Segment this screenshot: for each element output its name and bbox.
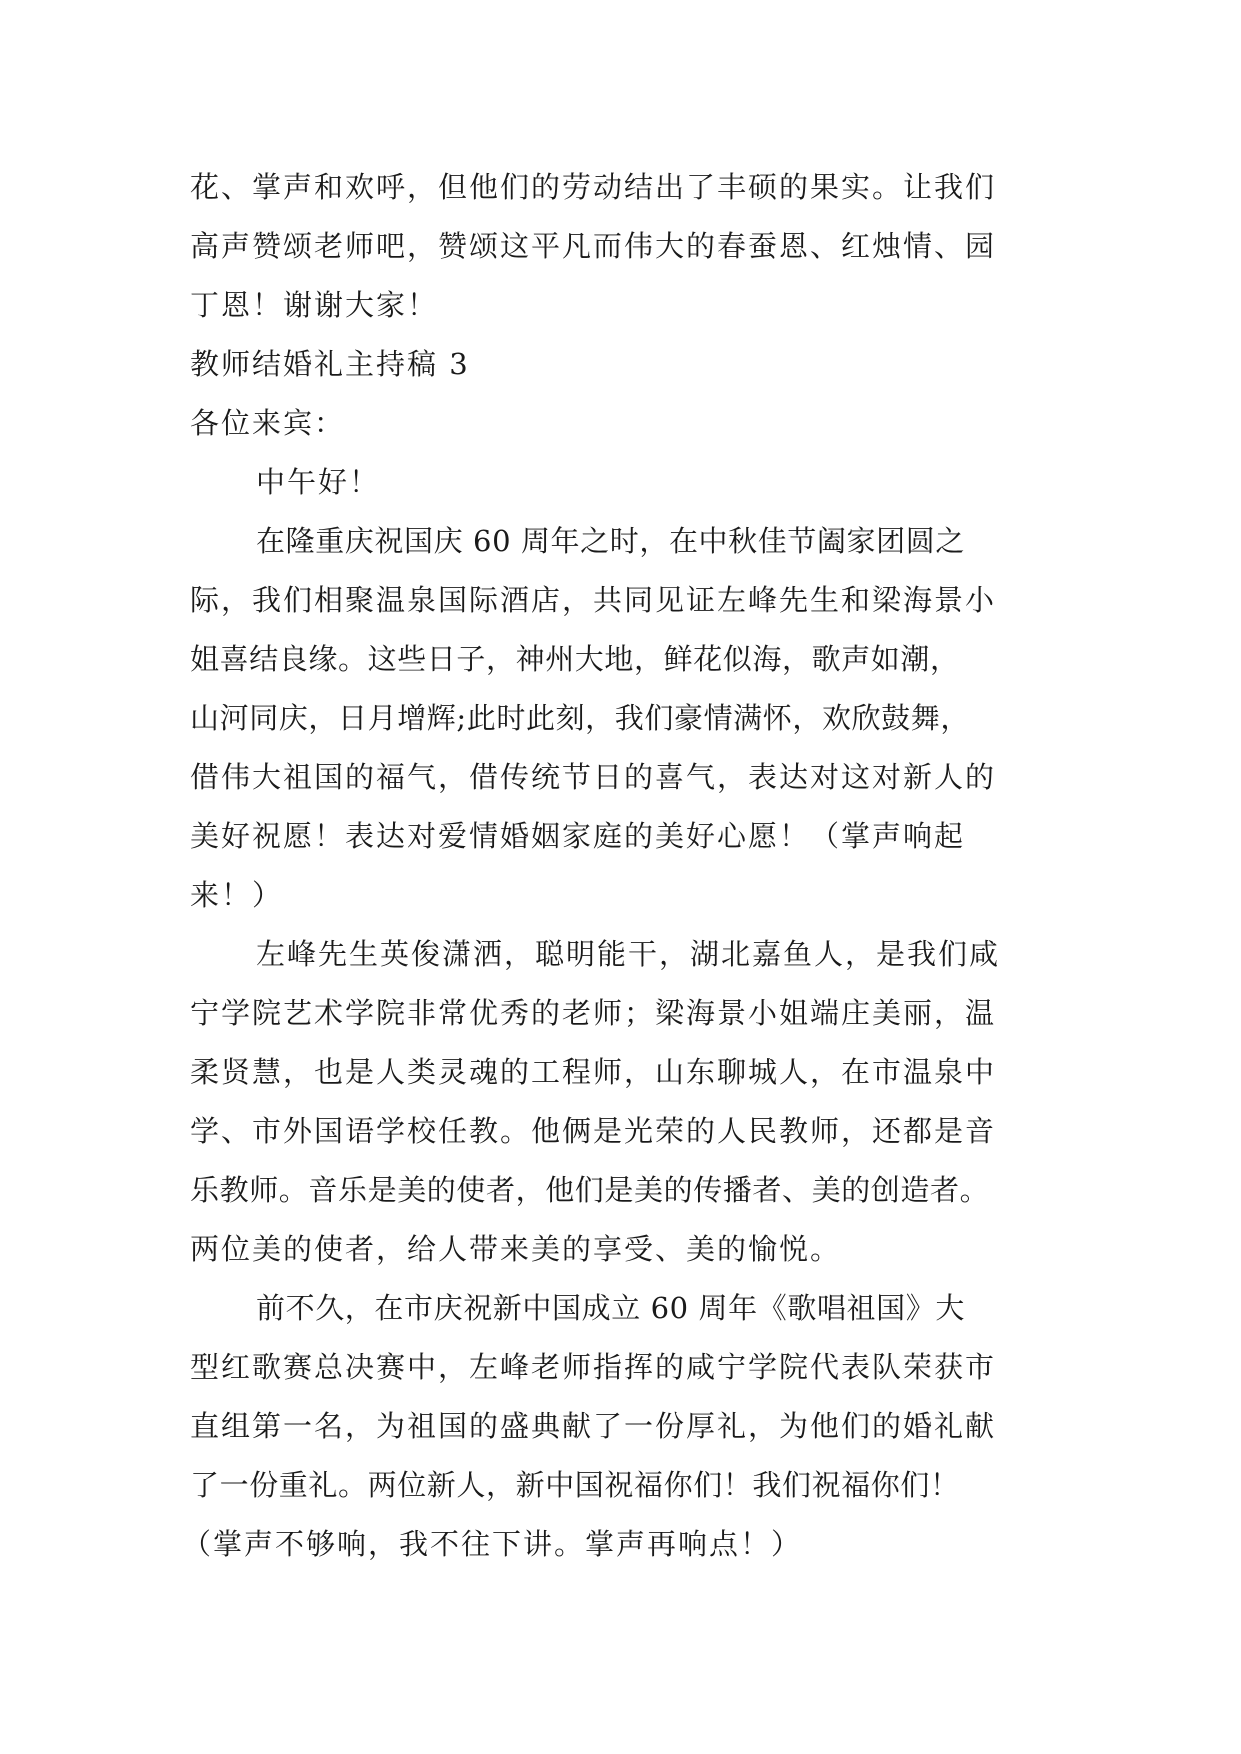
text-line: 姐喜结良缘。这些日子，神州大地，鲜花似海，歌声如潮，: [190, 642, 960, 676]
text-line: 美好祝愿！表达对爱情婚姻家庭的美好心愿！（掌声响起: [190, 819, 966, 853]
text-line: 丁恩！谢谢大家！: [190, 288, 439, 322]
text-line: 山河同庆，日月增辉;此时此刻，我们豪情满怀，欢欣鼓舞，: [190, 701, 970, 735]
text-line: 型红歌赛总决赛中，左峰老师指挥的咸宁学院代表队荣获市: [190, 1350, 997, 1384]
salutation: 各位来宾：: [190, 406, 346, 440]
text-line: 乐教师。音乐是美的使者，他们是美的传播者、美的创造者。: [190, 1173, 990, 1207]
text-line: 前不久，在市庆祝新中国成立 60 周年《歌唱祖国》大: [256, 1291, 965, 1325]
text-line: 借伟大祖国的福气，借传统节日的喜气，表达对这对新人的: [190, 760, 997, 794]
text-line: 宁学院艺术学院非常优秀的老师；梁海景小姐端庄美丽，温: [190, 996, 997, 1030]
text-line: 学、市外国语学校任教。他俩是光荣的人民教师，还都是音: [190, 1114, 997, 1148]
text-line: 高声赞颂老师吧，赞颂这平凡而伟大的春蚕恩、红烛情、园: [190, 229, 997, 263]
document-body: [182, 158, 1070, 1574]
text-line: 在隆重庆祝国庆 60 周年之时，在中秋佳节阖家团圆之: [256, 524, 965, 558]
text-line: 左峰先生英俊潇洒，聪明能干，湖北嘉鱼人，是我们咸: [256, 937, 1001, 971]
text-line: 际，我们相聚温泉国际酒店，共同见证左峰先生和梁海景小: [190, 583, 997, 617]
text-line: 直组第一名，为祖国的盛典献了一份厚礼，为他们的婚礼献: [190, 1409, 997, 1443]
text-line: 花、掌声和欢呼，但他们的劳动结出了丰硕的果实。让我们: [190, 170, 997, 204]
text-line: （掌声不够响，我不往下讲。掌声再响点！）: [182, 1527, 803, 1561]
section-heading: 教师结婚礼主持稿 3: [190, 347, 470, 381]
greeting: 中午好！: [256, 465, 381, 499]
text-line: 两位美的使者，给人带来美的享受、美的愉悦。: [190, 1232, 842, 1266]
text-line: 柔贤慧，也是人类灵魂的工程师，山东聊城人，在市温泉中: [190, 1055, 997, 1089]
text-line: 了一份重礼。两位新人，新中国祝福你们！我们祝福你们！: [190, 1468, 960, 1502]
text-line: 来！）: [190, 878, 284, 912]
